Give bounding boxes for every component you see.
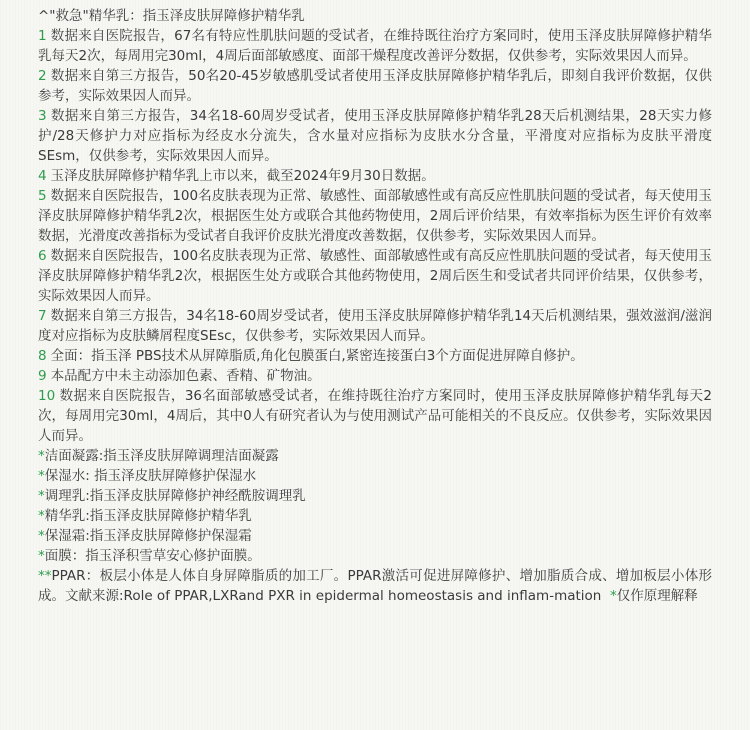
definition-item [38, 486, 712, 506]
note-text: 数据来自医院报告，100名皮肤表现为正常、敏感性、面部敏感性或有高反应性肌肤问题的受试者，每天使用玉泽皮肤屏障修护精华乳2次，根据医生处方或联合其他药物使用，2周后评价结果，有效率指标为医生评价有效率数据，光滑度改善指标为受试者自我评价皮肤光滑度改善数据，仅供参考，实际效果因人而异。 [38, 188, 712, 244]
note-item [38, 246, 712, 306]
note-text: 数据来自第三方报告，34名18-60周岁受试者，使用玉泽皮肤屏障修护精华乳28天后机测结果，28天实力修护/28天修护力对应指标为经皮水分流失，含水量对应指标为皮肤水分含量，平滑度对应指标为皮肤平滑度SEsm，仅供参考，实际效果因人而异。 [38, 108, 712, 164]
definition-text: 面膜：指玉泽积雪草安心修护面膜。 [44, 548, 261, 564]
note-number: 6 [38, 248, 47, 264]
ppar-text: PPAR：板层小体是人体自身屏障脂质的加工厂。PPAR激活可促进屏障修护、增加脂质合成、增加板层小体形成。文献来源:Role of PPAR,LXRand PXR in epidermal homeostasis and inflam-mation [38, 568, 712, 604]
definition-item [38, 446, 712, 466]
note-number: 3 [38, 108, 47, 124]
note-number: 8 [38, 348, 47, 364]
note-item [38, 306, 712, 346]
definition-item [38, 526, 712, 546]
note-number: 1 [38, 28, 47, 44]
definition-item [38, 506, 712, 526]
definition-item [38, 546, 712, 566]
note-text: 全面：指玉泽 PBS技术从屏障脂质,角化包膜蛋白,紧密连接蛋白3个方面促进屏障自修护。 [50, 348, 584, 364]
note-item [38, 186, 712, 246]
notes-list [38, 26, 712, 446]
note-item [38, 106, 712, 166]
asterisk-marker: * [609, 588, 617, 604]
note-text: 数据来自医院报告，100名皮肤表现为正常、敏感性、面部敏感性或有高反应性肌肤问题的受试者，每天使用玉泽皮肤屏障修护精华乳2次，根据医生处方或联合其他药物使用，2周后医生和受试者共同评价结果，仅供参考，实际效果因人而异。 [38, 248, 712, 304]
note-number: 10 [38, 388, 56, 404]
note-number: 5 [38, 188, 47, 204]
note-number: 2 [38, 68, 47, 84]
definition-text: 洁面凝露:指玉泽皮肤屏障调理洁面凝露 [44, 448, 279, 464]
note-item [38, 346, 712, 366]
note-text: 数据来自医院报告，36名面部敏感受试者，在维持既往治疗方案同时，使用玉泽皮肤屏障修护精华乳每天2次，每周用完30ml，4周后，其中0人有研究者认为与使用测试产品可能相关的不良反应。仅供参考，实际效果因人而异。 [38, 388, 712, 444]
definitions-list [38, 446, 712, 566]
asterisk-marker: * [38, 528, 45, 544]
note-number: 9 [38, 368, 47, 384]
note-number: 4 [38, 168, 47, 184]
note-text: 数据来自第三方报告，50名20-45岁敏感肌受试者使用玉泽皮肤屏障修护精华乳后，即刻自我评价数据，仅供参考，实际效果因人而异。 [38, 68, 712, 104]
definition-item [38, 466, 712, 486]
definition-text: 保湿霜:指玉泽皮肤屏障修护保湿霜 [44, 528, 252, 544]
asterisk-marker: * [38, 468, 45, 484]
note-item [38, 366, 712, 386]
note-item [38, 26, 712, 66]
double-asterisk-marker: ** [38, 568, 52, 584]
note-text: 本品配方中未主动添加色素、香精、矿物油。 [50, 368, 321, 384]
ppar-note [38, 566, 712, 606]
note-text: 数据来自医院报告，67名有特应性肌肤问题的受试者，在维持既往治疗方案同时，使用玉泽皮肤屏障修护精华乳每天2次，每周用完30ml，4周后面部敏感度、面部干燥程度改善评分数据，仅供参考，实际效果因人而异。 [38, 28, 712, 64]
asterisk-marker: * [38, 548, 45, 564]
ppar-tail-text: 仅作原理解释 [616, 588, 698, 604]
note-item [38, 66, 712, 106]
definition-text: 保湿水: 指玉泽皮肤屏障修护保湿水 [44, 468, 257, 484]
note-text: 数据来自第三方报告，34名18-60周岁受试者，使用玉泽皮肤屏障修护精华乳14天后机测结果，强效滋润/滋润度对应指标为皮肤鳞屑程度SEsc，仅供参考，实际效果因人而异。 [38, 308, 712, 344]
asterisk-marker: * [38, 508, 45, 524]
definition-text: 精华乳:指玉泽皮肤屏障修护精华乳 [44, 508, 252, 524]
note-number: 7 [38, 308, 47, 324]
definition-text: 调理乳:指玉泽皮肤屏障修护神经酰胺调理乳 [44, 488, 306, 504]
asterisk-marker: * [38, 448, 45, 464]
note-item [38, 166, 712, 186]
asterisk-marker: * [38, 488, 45, 504]
note-text: 玉泽皮肤屏障修护精华乳上市以来，截至2024年9月30日数据。 [50, 168, 435, 184]
page-title: ^"救急"精华乳：指玉泽皮肤屏障修护精华乳 [38, 8, 305, 24]
note-item [38, 386, 712, 446]
